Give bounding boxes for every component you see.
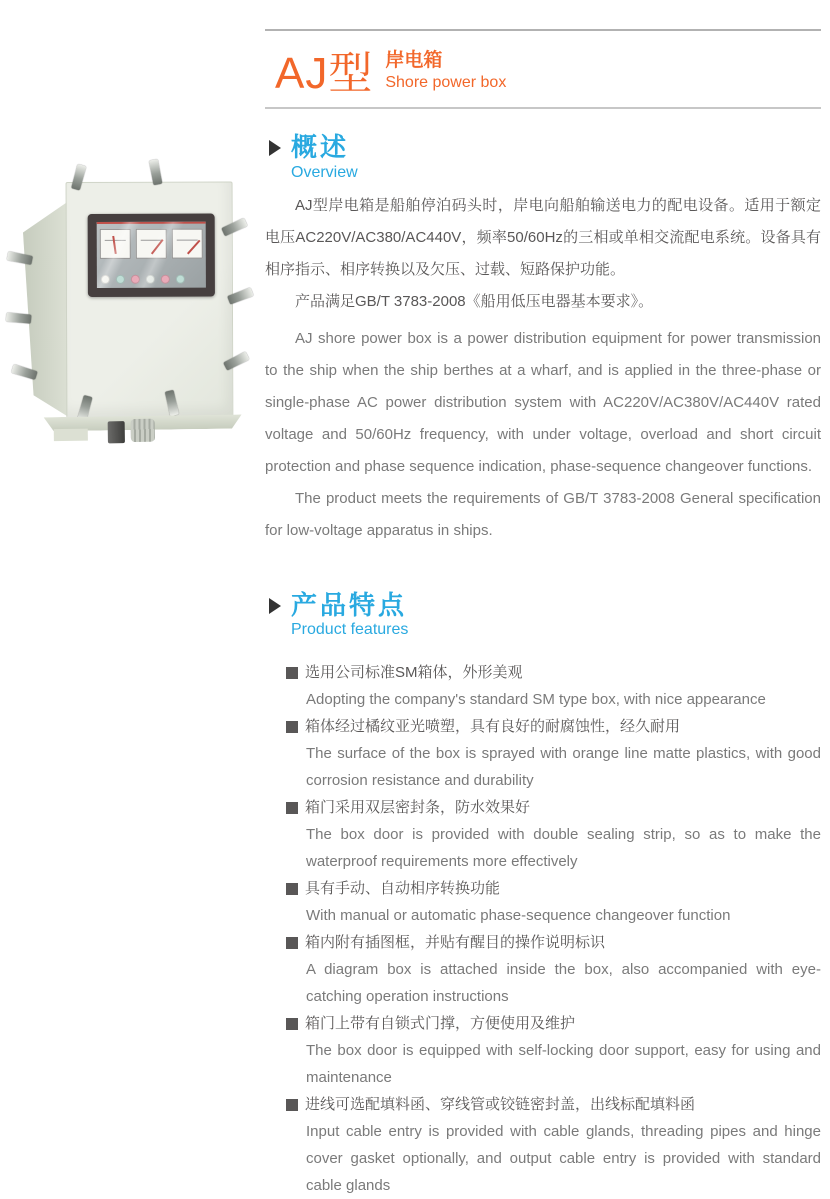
product-subtitle-cn: 岸电箱 [385, 50, 443, 72]
feature-item [286, 713, 821, 794]
feature-en: The surface of the box is sprayed with orange line matte plastics, with good corrosion resistance and durability [306, 745, 821, 790]
meter-window [88, 214, 215, 297]
page-title [265, 31, 821, 107]
triangle-bullet-icon [269, 140, 281, 156]
features-heading-en: Product features [291, 621, 409, 639]
latch-clamp-icon [6, 312, 32, 323]
box-front-panel [66, 181, 234, 419]
shore-power-box-illustration [8, 156, 257, 451]
triangle-bullet-icon [269, 598, 281, 614]
feature-cn [286, 1091, 821, 1118]
meter-window-glass [97, 222, 206, 288]
overview-paragraph-cn: 产品满足GB/T 3783-2008《船用低压电器基本要求》。 [295, 292, 654, 310]
feature-cn-text: 具有手动、自动相序转换功能 [305, 880, 501, 898]
feature-cn [286, 659, 821, 686]
feature-item [286, 875, 821, 929]
overview-heading-text [291, 133, 358, 182]
square-bullet-icon [286, 802, 298, 814]
feature-cn-text: 箱门采用双层密封条，防水效果好 [305, 799, 531, 817]
overview-heading-cn: 概述 [291, 132, 350, 162]
product-subtitle-en: Shore power box [385, 73, 507, 91]
features-section [265, 591, 821, 1199]
feature-cn-text: 选用公司标准SM箱体，外形美观 [305, 664, 523, 682]
overview-english-block [265, 323, 821, 547]
overview-paragraph-cn: AJ型岸电箱是船舶停泊码头时，岸电向船舶输送电力的配电设备。适用于额定电压AC220V/AC380/AC440V，频率50/60Hz的三相或单相交流配电系统。设备具有相序指示、相序转换以及欠压、过载、短路保护功能。 [265, 196, 821, 278]
feature-cn-text: 箱体经过橘纹亚光喷塑，具有良好的耐腐蚀性，经久耐用 [305, 718, 681, 736]
square-bullet-icon [286, 721, 298, 733]
feature-item [286, 794, 821, 875]
feature-item [286, 1091, 821, 1199]
feature-cn [286, 875, 821, 902]
feature-list [265, 659, 821, 1199]
features-heading-cn: 产品特点 [291, 589, 408, 620]
feature-item [286, 1010, 821, 1091]
feature-en: The box door is provided with double sealing strip, so as to make the waterproof requirements more effectively [306, 826, 821, 871]
features-heading [265, 591, 821, 640]
feature-en: With manual or automatic phase-sequence changeover function [306, 907, 731, 925]
feature-cn [286, 929, 821, 956]
overview-paragraph-en: AJ shore power box is a power distribution equipment for power transmission to the ship when the ship berthes at a wharf, and is applied in the three-phase or single-phase AC power distribution system with AC220V/AC380V/AC440V rated voltage and 50/60Hz frequency, with under voltage, overload and short circuit protection and phase sequence indication, phase-sequence changeover functions. [265, 329, 821, 475]
feature-item [286, 659, 821, 713]
glass-glare [97, 222, 206, 288]
overview-paragraph-en: The product meets the requirements of GB/T 3783-2008 General specification for low-voltage apparatus in ships. [265, 489, 821, 539]
overview-section [265, 133, 821, 547]
feature-cn [286, 1010, 821, 1037]
square-bullet-icon [286, 937, 298, 949]
features-heading-text [291, 591, 408, 640]
feature-en: Adopting the company's standard SM type box, with nice appearance [306, 691, 766, 709]
square-bullet-icon [286, 883, 298, 895]
overview-heading-en: Overview [291, 163, 358, 181]
product-photo [10, 158, 255, 450]
title-divider [265, 107, 821, 109]
overview-body [265, 190, 821, 547]
feature-en: The box door is equipped with self-locking door support, easy for using and maintenance [306, 1042, 821, 1087]
square-bullet-icon [286, 1099, 298, 1111]
feature-cn-text: 进线可选配填料函、穿线管或铰链密封盖，出线标配填料函 [305, 1096, 696, 1114]
product-model: AJ型 [275, 49, 374, 98]
feature-en: A diagram box is attached inside the box, also accompanied with eye-catching operation instructions [306, 961, 821, 1006]
product-subtitle [385, 45, 506, 93]
feature-cn [286, 794, 821, 821]
cable-gland-icon [108, 421, 125, 443]
overview-heading [265, 133, 821, 182]
feature-item [286, 929, 821, 1010]
feature-cn-text: 箱门上带有自锁式门撑，方便使用及维护 [305, 1015, 576, 1033]
square-bullet-icon [286, 1018, 298, 1030]
feature-en: Input cable entry is provided with cable glands, threading pipes and hinge cover gasket optionally, and output cable entry is provided with standard cable glands [306, 1123, 821, 1195]
feature-cn [286, 713, 821, 740]
cable-gland-icon [131, 419, 155, 442]
box-foot [54, 429, 88, 441]
square-bullet-icon [286, 667, 298, 679]
page-content [265, 0, 821, 1199]
feature-cn-text: 箱内附有插图框，并贴有醒目的操作说明标识 [305, 934, 606, 952]
box-side-panel [23, 199, 72, 420]
